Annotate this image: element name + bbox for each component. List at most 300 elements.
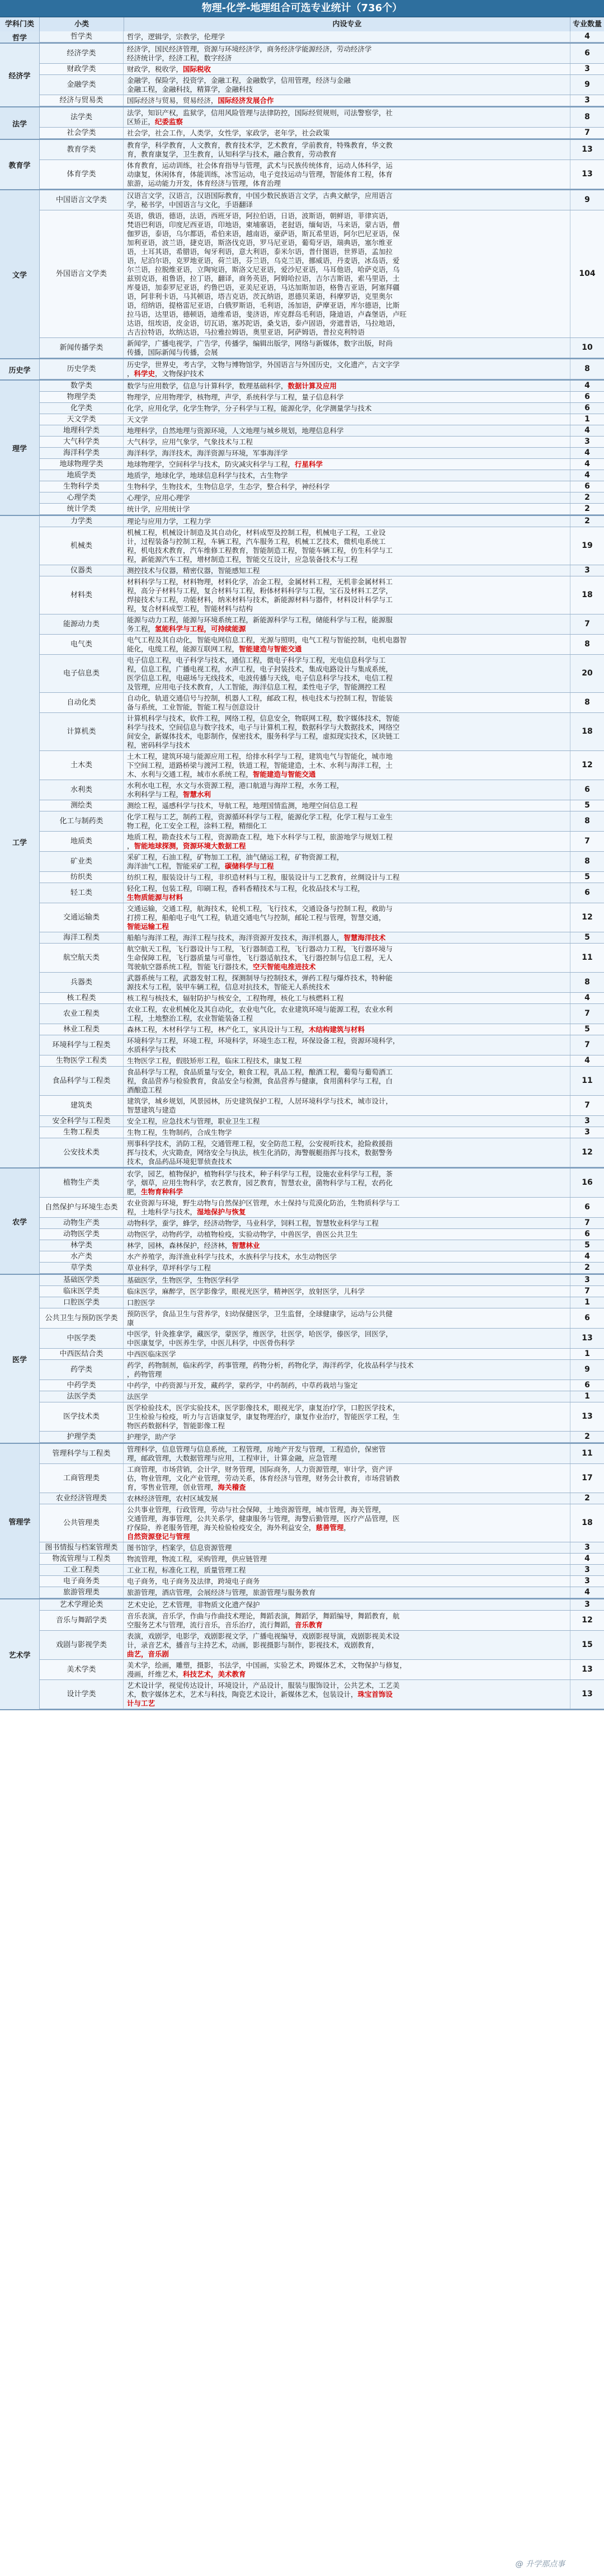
majors-cell	[124, 448, 570, 458]
majors-line: 水利科学与工程，智慧水利	[127, 790, 211, 799]
table-row	[40, 527, 604, 565]
highlighted-major: 自然资源登记与管理	[127, 1532, 190, 1541]
subcategory-cell: 中国语言文学类	[40, 190, 124, 210]
count-cell: 6	[584, 392, 590, 401]
highlighted-major: 智慧水利	[183, 790, 211, 799]
majors-line: 化学工程与工艺，制药工程，资源循环科学与工程，能源化学工程，化学工程与工业生	[127, 812, 393, 821]
majors-line: 加利亚语，波兰语，捷克语，斯洛伐克语，罗马尼亚语，葡萄牙语，瑞典语，塞尔维亚	[127, 238, 393, 247]
category-group	[0, 359, 604, 381]
majors-line: 纺织工程，服装设计与工程，非织造材料与工程，服装设计与工艺教育，丝绸设计与工程	[127, 872, 400, 881]
majors-cell	[124, 1138, 570, 1167]
highlighted-major: 智能建造与智能交通	[239, 644, 302, 653]
count-cell: 3	[584, 1576, 590, 1585]
count-cell: 3	[584, 96, 590, 105]
category-group	[0, 31, 604, 44]
majors-line: 尔兰语，拉脱维亚语，立陶宛语，斯洛文尼亚语，爱沙尼亚语，马耳他语，哈萨克语，乌	[127, 265, 400, 274]
subcategory-cell: 图书情报与档案管理类	[40, 1542, 124, 1553]
majors-line: 电子信息工程，电子科学与技术，通信工程，微电子科学与工程，光电信息科学与工	[127, 655, 386, 664]
subcategory-list	[40, 190, 604, 358]
majors-line: ，药物管理	[127, 1369, 162, 1378]
majors-line: 安全工程，应急技术与管理，职业卫生工程	[127, 1116, 260, 1125]
highlighted-major: 湿地保护与恢复	[197, 1207, 246, 1216]
majors-line: 程，土地科学与技术，湿地保护与恢复	[127, 1207, 246, 1216]
majors-line: 拉马语，达里语，德顿语，迪维希语，斐济语，库克群岛毛利语，隆迪语，卢森堡语，卢旺	[127, 309, 407, 318]
majors-cell	[124, 800, 570, 811]
majors-line: 财政学，税收学，国际税收	[127, 64, 211, 73]
majors-line: 表演，戏剧学，电影学，戏剧影视文学，广播电视编导，戏剧影视导演，戏剧影视美术设	[127, 1631, 400, 1640]
majors-cell	[124, 693, 570, 712]
majors-line: 间安全，新媒体技术，电影制作，保密技术，服务科学与工程，虚拟现实技术，区块链工	[127, 731, 400, 740]
majors-line: 水利水电工程，水文与水资源工程，港口航道与海岸工程，水务工程，	[127, 781, 344, 790]
majors-line: 库曼语，加泰罗尼亚语，约鲁巴语，亚美尼亚语，马达加斯加语，格鲁吉亚语，阿塞拜疆	[127, 283, 400, 292]
count-cell: 4	[584, 448, 590, 457]
count-cell: 11	[582, 1449, 593, 1458]
subcategory-cell: 电子商务类	[40, 1576, 124, 1587]
count-cell: 7	[584, 1009, 590, 1018]
count-cell: 18	[582, 1518, 593, 1527]
table-row	[40, 1127, 604, 1138]
subcategory-cell: 仪器类	[40, 565, 124, 576]
count-cell: 7	[584, 620, 590, 628]
majors-line: 物理学，应用物理学，核物理，声学，系统科学与工程，量子信息科学	[127, 392, 344, 401]
count-cell: 6	[584, 49, 590, 58]
count-cell: 3	[584, 566, 590, 575]
majors-cell	[124, 1576, 570, 1587]
subcategory-cell: 戏剧与影视学类	[40, 1631, 124, 1659]
category-cell: 经济学	[0, 44, 40, 106]
majors-cell	[124, 1116, 570, 1127]
subcategory-cell: 中医学类	[40, 1329, 124, 1348]
count-cell: 3	[584, 1543, 590, 1552]
highlighted-major: 智慧林业	[232, 1241, 260, 1250]
subcategory-cell: 法医学类	[40, 1391, 124, 1402]
majors-line: 生物工程，生物制药，合成生物学	[127, 1128, 232, 1137]
majors-cell	[124, 1055, 570, 1066]
subcategory-cell: 设计学类	[40, 1680, 124, 1709]
majors-line: 公共事业管理，行政管理，劳动与社会保障，土地资源管理，城市管理，海关管理，	[127, 1505, 386, 1514]
majors-cell	[124, 1380, 570, 1391]
majors-line: 地质工程，勘查技术与工程，资源勘查工程，地下水科学与工程，旅游地学与规划工程	[127, 832, 393, 841]
count-cell: 18	[582, 590, 593, 599]
majors-line: 程，食品营养与检验教育，食品安全与检测，食品营养与健康，食用菌科学与工程，白	[127, 1076, 393, 1085]
majors-cell	[124, 338, 570, 358]
table-row	[40, 448, 604, 459]
highlighted-major: 生物质能源与材料	[127, 893, 183, 902]
subcategory-cell: 海洋工程类	[40, 932, 124, 943]
table-row	[40, 811, 604, 832]
highlighted-major: 海关稽查	[218, 1482, 246, 1491]
subcategory-cell: 护理学类	[40, 1432, 124, 1442]
header-subcategory: 小类	[40, 17, 124, 32]
table-row	[40, 128, 604, 139]
table-row	[40, 1024, 604, 1035]
category-group	[0, 1599, 604, 1710]
count-cell: 5	[584, 1241, 590, 1250]
majors-line: 海洋油气工程，智能采矿工程，碳储科学与工程	[127, 861, 274, 870]
table-row	[40, 1329, 604, 1349]
majors-cell	[124, 516, 570, 527]
count-cell: 13	[582, 170, 593, 179]
subcategory-cell: 自动化类	[40, 693, 124, 712]
subcategory-cell: 地理科学类	[40, 425, 124, 436]
count-cell: 15	[582, 1640, 593, 1649]
majors-cell	[124, 872, 570, 883]
majors-cell	[124, 576, 570, 614]
majors-line: 地质学，地球化学，地球信息科学与技术，古生物学	[127, 471, 288, 480]
majors-cell	[124, 1004, 570, 1024]
count-cell: 8	[584, 817, 590, 825]
subcategory-list	[40, 381, 604, 515]
majors-line: 动物医学，动物药学，动植物检疫，实验动物学，中兽医学，兽医公共卫生	[127, 1230, 358, 1238]
category-cell: 文学	[0, 190, 40, 358]
majors-line: 打捞工程，船舶电子电气工程，轨道交通电气与控制，邮轮工程与管理，智慧交通，	[127, 913, 386, 922]
table-row	[40, 1464, 604, 1493]
majors-line: 兹别克语，祖鲁语，拉丁语，翻译，商务英语，阿姆哈拉语，吉尔吉斯语，索马里语，土	[127, 274, 400, 283]
count-cell: 9	[584, 80, 590, 89]
majors-line: 古吉拉特语，坎纳达语，马拉雅拉姆语，奥里亚语，阿萨姆语，普拉克利特语	[127, 327, 365, 336]
majors-line: 木、水利与交通工程，城市水系统工程，智能建造与智能交通	[127, 769, 316, 778]
subcategory-cell: 体育学类	[40, 160, 124, 189]
subcategory-cell: 交通运输类	[40, 903, 124, 932]
majors-line: 区矫正，纪委监察	[127, 117, 183, 126]
majors-cell	[124, 1240, 570, 1251]
majors-line: 焊接技术与工程，功能材料，纳米材料与技术，新能源材料与器件，材料设计科学与工	[127, 595, 393, 604]
majors-line: 科学与技术，空间信息与数字技术，电子与计算机工程，数据科学与大数据技术，网络空	[127, 722, 400, 731]
table-row	[40, 75, 604, 95]
table-row	[40, 1308, 604, 1329]
category-cell: 农学	[0, 1169, 40, 1274]
majors-line: 驾驶航空器系统工程，智能飞行器技术，空天智能电推进技术	[127, 962, 316, 971]
majors-cell	[124, 160, 570, 189]
majors-cell	[124, 635, 570, 654]
majors-cell	[124, 437, 570, 447]
table-row	[40, 1349, 604, 1360]
table-row	[40, 1599, 604, 1611]
majors-line: 经济统计学，经济工程，数字经济	[127, 53, 232, 62]
majors-line: 测控技术与仪器，精密仪器，智能感知工程	[127, 566, 260, 575]
majors-line: 备与系统，工业智能，智能工程与创意设计	[127, 702, 260, 711]
table-row	[40, 1554, 604, 1565]
table-row	[40, 1680, 604, 1709]
majors-cell	[124, 1329, 570, 1348]
majors-line	[127, 1699, 567, 1708]
table-row	[40, 655, 604, 693]
highlighted-major: 国际税收	[183, 64, 211, 73]
majors-cell	[124, 1169, 570, 1197]
majors-line: 语，阿非利卡语，马其顿语，塔吉克语，茨瓦纳语，恩德贝莱语，科摩罗语，克里奥尔	[127, 292, 393, 301]
subcategory-cell: 公安技术类	[40, 1138, 124, 1167]
count-cell: 12	[582, 761, 593, 769]
majors-line: 护理学，助产学	[127, 1432, 176, 1441]
count-cell: 1	[584, 415, 590, 424]
majors-line: 语，绍纳语，提格雷尼亚语，白俄罗斯语，毛利语，汤加语，萨摩亚语，库尔德语，比斯	[127, 301, 400, 309]
table-row	[40, 872, 604, 883]
highlighted-major: 纪委监察	[155, 117, 183, 126]
majors-line: 生物科学，生物技术，生物信息学，生态学，整合科学，神经科学	[127, 482, 330, 491]
count-cell: 4	[584, 1588, 590, 1597]
subcategory-cell: 纺织类	[40, 872, 124, 883]
subcategory-cell: 公共卫生与预防医学类	[40, 1308, 124, 1328]
table-row	[40, 481, 604, 492]
category-cell: 法学	[0, 107, 40, 139]
table-row	[40, 993, 604, 1004]
majors-cell	[124, 1024, 570, 1035]
majors-line: 动物科学，蚕学，蜂学，经济动物学，马业科学，饲料工程，智慧牧业科学与工程	[127, 1218, 379, 1227]
majors-line: 育，零售业管理，创业管理，海关稽查	[127, 1482, 246, 1491]
majors-cell	[124, 1286, 570, 1297]
count-cell: 4	[584, 32, 590, 41]
table-row	[40, 1096, 604, 1116]
table-row	[40, 576, 604, 614]
subcategory-cell: 测绘类	[40, 800, 124, 811]
majors-line: 经济学，国民经济管理，资源与环境经济学，商务经济学能源经济，劳动经济学	[127, 44, 372, 53]
count-cell: 3	[584, 1128, 590, 1137]
subcategory-cell: 生物科学类	[40, 481, 124, 492]
subcategory-cell: 生物医学工程类	[40, 1055, 124, 1066]
table-row	[40, 800, 604, 811]
majors-cell	[124, 1198, 570, 1217]
majors-line: ，科学史，文物保护技术	[127, 369, 204, 378]
subcategory-cell: 动物医学类	[40, 1229, 124, 1240]
majors-line: 武器系统与工程，武器发射工程，探测制导与控制技术，弹药工程与爆炸技术，特种能	[127, 973, 393, 982]
majors-line: 旅游管理，酒店管理，会展经济与管理，旅游管理与服务教育	[127, 1588, 316, 1597]
majors-cell	[124, 1660, 570, 1679]
majors-cell	[124, 1565, 570, 1575]
count-cell: 2	[584, 493, 590, 502]
majors-line: 电子商务，电子商务及法律，跨境电子商务	[127, 1576, 260, 1585]
subcategory-list	[40, 140, 604, 189]
majors-line: 技术，食品药品环境犯罪侦查技术	[127, 1157, 232, 1166]
majors-line: 卫生检验与检疫，听力与言语康复学，康复物理治疗，康复作业治疗，智能医学工程，生	[127, 1412, 400, 1421]
majors-cell	[124, 425, 570, 436]
highlighted-major: 行星科学	[295, 459, 323, 468]
majors-cell	[124, 1493, 570, 1504]
table-row	[40, 1504, 604, 1542]
majors-line: 交通管理，海事管理，公共关系学，健康服务与管理，海警后勤管理，医疗产品管理，医	[127, 1514, 400, 1523]
table-row	[40, 459, 604, 470]
majors-line: 育，教育康复学，卫生教育，认知科学与技术，融合教育，劳动教育	[127, 149, 337, 158]
table-row	[40, 780, 604, 800]
table-row	[40, 492, 604, 504]
majors-cell	[124, 780, 570, 800]
table-row	[40, 751, 604, 780]
table-row	[40, 932, 604, 944]
category-cell: 教育学	[0, 140, 40, 189]
subcategory-list	[40, 1169, 604, 1274]
majors-line: 食品科学与工程，食品质量与安全，粮食工程，乳品工程，酿酒工程，葡萄与葡萄酒工	[127, 1067, 393, 1076]
majors-cell	[124, 190, 570, 210]
table-row	[40, 1055, 604, 1067]
majors-cell	[124, 392, 570, 402]
majors-line: 核工程与核技术，辐射防护与核安全，工程物理，核化工与核燃料工程	[127, 993, 344, 1002]
table-row	[40, 1360, 604, 1380]
majors-line: 电气工程及其自动化，智能电网信息工程，光源与照明，电气工程与智能控制，电机电器智	[127, 635, 407, 644]
subcategory-cell: 金融学类	[40, 75, 124, 95]
count-cell: 12	[582, 1616, 593, 1625]
subcategory-cell: 建筑类	[40, 1096, 124, 1115]
majors-line: 材料科学与工程，材料物理，材料化学，冶金工程，金属材料工程，无机非金属材料工	[127, 577, 393, 586]
subcategory-cell: 力学类	[40, 516, 124, 527]
count-cell: 3	[584, 1116, 590, 1125]
subcategory-cell: 外国语言文学类	[40, 210, 124, 337]
table-row	[40, 516, 604, 527]
page-title: 物理-化学-地理组合可选专业统计（736个）	[0, 0, 604, 17]
subcategory-cell: 法学类	[40, 107, 124, 127]
majors-line: 学，烟草，应用生物科学，农艺教育，园艺教育，智慧农业，菌物科学与工程，农药化	[127, 1178, 393, 1187]
count-cell: 7	[584, 1040, 590, 1049]
subcategory-cell: 中西医结合类	[40, 1349, 124, 1359]
majors-line: 环境科学与工程，环境工程，环境科学，环境生态工程，环保设备工程，资源环境科学，	[127, 1036, 400, 1045]
majors-line: 法学，知识产权，监狱学，信用风险管理与法律防控，国际经贸规则，司法警察学，社	[127, 108, 393, 117]
majors-cell	[124, 481, 570, 492]
highlighted-major: 碳储科学与工程	[225, 861, 274, 870]
table-row	[40, 392, 604, 403]
majors-cell	[124, 614, 570, 634]
majors-line	[127, 1532, 567, 1541]
count-cell: 4	[584, 471, 590, 480]
count-cell: 3	[584, 64, 590, 73]
majors-line: 程，密码科学与技术	[127, 740, 190, 749]
table-row	[40, 693, 604, 713]
majors-line: 天文学	[127, 415, 148, 424]
subcategory-cell: 农业经济管理类	[40, 1493, 124, 1504]
highlighted-major: 计与工艺	[127, 1698, 155, 1707]
highlighted-major: 曲艺，音乐剧	[127, 1649, 169, 1658]
count-cell: 17	[582, 1474, 593, 1482]
subcategory-cell: 天文学类	[40, 414, 124, 425]
majors-line: 酒酿造工程	[127, 1085, 162, 1094]
majors-line: 伽罗语，泰语，乌尔都语，希伯来语，越南语，豪萨语，斯瓦希里语，阿尔巴尼亚语，保	[127, 229, 400, 238]
count-cell: 2	[584, 504, 590, 513]
majors-cell	[124, 1542, 570, 1553]
majors-line: 生物医学工程，假肢矫形工程，临床工程技术，康复工程	[127, 1056, 302, 1065]
majors-cell	[124, 75, 570, 95]
category-cell: 哲学	[0, 31, 40, 43]
majors-line: 物医药数据科学，智能影像工程	[127, 1421, 225, 1430]
table-row	[40, 1218, 604, 1229]
subcategory-cell: 音乐与舞蹈学类	[40, 1611, 124, 1630]
majors-line: 基础医学，生物医学，生物医学科学	[127, 1275, 239, 1284]
majors-cell	[124, 932, 570, 943]
majors-cell	[124, 210, 570, 337]
majors-cell	[124, 713, 570, 750]
category-cell: 理学	[0, 381, 40, 515]
majors-line: 国际经济与贸易，贸易经济，国际经济发展合作	[127, 96, 274, 105]
count-cell: 2	[584, 1432, 590, 1441]
table-row	[40, 1035, 604, 1055]
majors-line	[127, 922, 567, 931]
highlighted-major: 科技艺术，美术教育	[183, 1669, 246, 1678]
header-category: 学科门类	[0, 17, 40, 32]
subcategory-cell: 统计学类	[40, 504, 124, 514]
highlighted-major: 空天智能电推进技术	[253, 962, 316, 971]
count-cell: 13	[582, 145, 593, 154]
category-group	[0, 516, 604, 1169]
table-row	[40, 1251, 604, 1263]
majors-cell	[124, 1297, 570, 1308]
majors-cell	[124, 1464, 570, 1493]
subcategory-cell: 临床医学类	[40, 1286, 124, 1297]
table-row	[40, 1542, 604, 1554]
subcategory-cell: 林学类	[40, 1240, 124, 1251]
majors-cell	[124, 1587, 570, 1598]
majors-line: 工程，土地整治工程，农业智能装备工程	[127, 1013, 253, 1022]
majors-line: 土木工程，建筑环境与能源应用工程，给排水科学与工程，建筑电气与智能化，城市地	[127, 752, 393, 761]
majors-line: 语，尼泊尔语，克罗地亚语，荷兰语，芬兰语，乌克兰语，挪威语，丹麦语，冰岛语，爱	[127, 256, 400, 265]
table-row	[40, 852, 604, 872]
table-row	[40, 1565, 604, 1576]
majors-line: 临床医学，麻醉学，医学影像学，眼视光医学，精神医学，放射医学，儿科学	[127, 1287, 365, 1296]
subcategory-cell: 地质学类	[40, 470, 124, 481]
majors-line: 程，信息工程，广播电视工程，水声工程，电子封装技术，集成电路设计与集成系统，	[127, 664, 393, 673]
table-row	[40, 140, 604, 160]
majors-cell	[124, 1096, 570, 1115]
subcategory-cell: 工商管理类	[40, 1464, 124, 1493]
subcategory-cell: 基础医学类	[40, 1275, 124, 1285]
majors-line: 务工程，氢能科学与工程，可持续能源	[127, 624, 246, 633]
majors-cell	[124, 852, 570, 871]
majors-line: 计，过程装备与控制工程，车辆工程，汽车服务工程，机械工艺技术，微机电系统工	[127, 537, 386, 546]
highlighted-major: 国际经济发展合作	[218, 96, 274, 105]
count-cell: 3	[584, 1565, 590, 1574]
subcategory-cell: 教育学类	[40, 140, 124, 159]
table-row	[40, 1067, 604, 1096]
subcategory-cell: 植物生产类	[40, 1169, 124, 1197]
majors-cell	[124, 1391, 570, 1402]
subcategory-cell: 药学类	[40, 1360, 124, 1380]
majors-cell	[124, 1349, 570, 1359]
majors-cell	[124, 504, 570, 514]
count-cell: 6	[584, 1313, 590, 1322]
majors-line: 医学信息工程，电磁场与无线技术，电波传播与天线，电子信息科学与技术，电信工程	[127, 673, 393, 682]
majors-line: 能源与动力工程，能源与环境系统工程，新能源科学与工程，储能科学与工程，能源服	[127, 615, 393, 624]
majors-line: 中医康复学，中医养生学，中医儿科学，中医骨伤科学	[127, 1338, 295, 1347]
subcategory-cell: 经济学类	[40, 44, 124, 63]
count-cell: 13	[582, 1334, 593, 1343]
majors-line: 传播，国际新闻与传播，会展	[127, 348, 218, 356]
majors-cell	[124, 1402, 570, 1431]
majors-line: 地球物理学，空间科学与技术，防灾减灾科学与工程，行星科学	[127, 459, 323, 468]
table-row	[40, 1402, 604, 1432]
subcategory-cell: 艺术学理论类	[40, 1599, 124, 1610]
subcategory-cell: 安全科学与工程类	[40, 1116, 124, 1127]
majors-line: 智慧建筑与建造	[127, 1105, 176, 1114]
majors-line: 交通运输，交通工程，航海技术，轮机工程，飞行技术，交通设备与控制工程，救助与	[127, 904, 393, 913]
table-row	[40, 1229, 604, 1240]
majors-line: 地理科学，自然地理与资源环境，人文地理与城乡规划，地理信息科学	[127, 426, 344, 435]
subcategory-cell: 矿业类	[40, 852, 124, 871]
majors-line: 旅游，运动能力开发，体育经济与管理，体育治理	[127, 179, 281, 187]
table-row	[40, 338, 604, 358]
majors-line: 预防医学，食品卫生与营养学，妇幼保健医学，卫生监督，全球健康学，运动与公共健	[127, 1309, 393, 1318]
subcategory-cell: 财政学类	[40, 64, 124, 74]
table-header	[0, 17, 604, 32]
majors-line: 估，物业管理，文化产业管理，劳动关系，体育经济与管理，财务会计教育，市场营销教	[127, 1474, 400, 1482]
majors-line: 新闻学，广播电视学，广告学，传播学，编辑出版学，网络与新媒体，数字出版，时尚	[127, 339, 393, 348]
subcategory-cell: 动物生产类	[40, 1218, 124, 1228]
majors-cell	[124, 381, 570, 391]
majors-cell	[124, 1251, 570, 1262]
category-group	[0, 1275, 604, 1444]
subcategory-cell: 航空航天类	[40, 944, 124, 972]
table-row	[40, 1297, 604, 1308]
majors-cell	[124, 492, 570, 503]
majors-cell	[124, 31, 570, 42]
majors-line: 教育学，科学教育，人文教育，教育技术学，艺术教育，学前教育，特殊教育，华文教	[127, 140, 393, 149]
highlighted-major: 珠宝首饰设	[357, 1690, 393, 1698]
majors-line: 农业工程，农业机械化及其自动化，农业电气化，农业建筑环境与能源工程，农业水利	[127, 1005, 393, 1013]
count-cell: 4	[584, 381, 590, 390]
